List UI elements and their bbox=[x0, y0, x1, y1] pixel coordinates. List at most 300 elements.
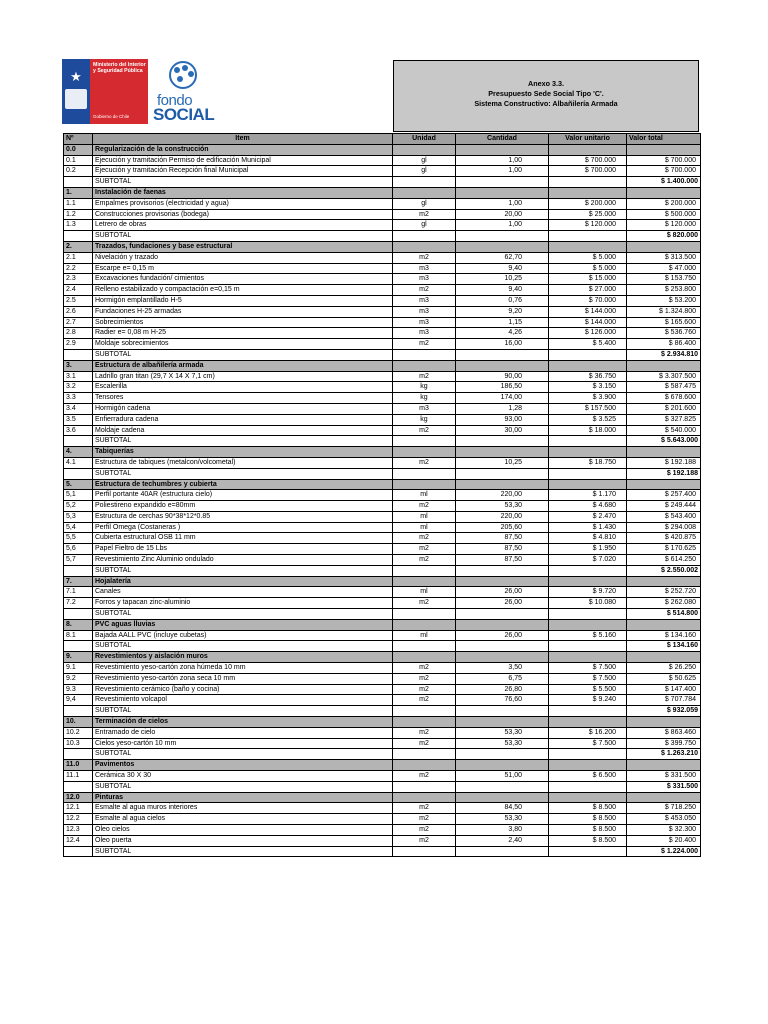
item-total-value: $ 32.300 bbox=[627, 825, 701, 836]
item-description: Estructura de cerchas 90*38*12*0.85 bbox=[93, 511, 393, 522]
item-description: Cielos yeso-cartón 10 mm bbox=[93, 738, 393, 749]
empty-cell bbox=[456, 177, 549, 188]
item-unit: m3 bbox=[393, 403, 456, 414]
table-row bbox=[64, 673, 701, 684]
item-total-value: $ 536.760 bbox=[627, 328, 701, 339]
empty-cell bbox=[549, 706, 627, 717]
item-unit: m2 bbox=[393, 695, 456, 706]
gov-logo-text: Ministerio del Interior y Seguridad Pública bbox=[93, 62, 146, 74]
item-description: Forros y tapacan zinc-aluminio bbox=[93, 598, 393, 609]
item-quantity: 220,00 bbox=[456, 511, 549, 522]
item-number: 9.2 bbox=[64, 673, 93, 684]
empty-cell bbox=[393, 436, 456, 447]
item-total-value: $ 26.250 bbox=[627, 663, 701, 674]
item-quantity: 93,00 bbox=[456, 414, 549, 425]
empty-cell bbox=[549, 619, 627, 630]
item-total-value: $ 3.307.500 bbox=[627, 371, 701, 382]
subtotal-value: $ 1.400.000 bbox=[627, 177, 701, 188]
item-unit-value: $ 1.430 bbox=[549, 522, 627, 533]
item-unit-value: $ 4.680 bbox=[549, 501, 627, 512]
section-title: Estructura de albañilería armada bbox=[93, 360, 393, 371]
subtotal-value: $ 134.160 bbox=[627, 641, 701, 652]
item-unit-value: $ 5.000 bbox=[549, 263, 627, 274]
item-quantity: 87,50 bbox=[456, 555, 549, 566]
item-total-value: $ 700.000 bbox=[627, 155, 701, 166]
table-row bbox=[64, 414, 701, 425]
subtotal-label: SUBTOTAL bbox=[93, 609, 393, 620]
item-unit-value: $ 2.470 bbox=[549, 511, 627, 522]
table-row bbox=[64, 155, 701, 166]
item-quantity: 1,00 bbox=[456, 220, 549, 231]
item-unit-value: $ 25.000 bbox=[549, 209, 627, 220]
subtotal-row bbox=[64, 609, 701, 620]
table-row bbox=[64, 533, 701, 544]
item-quantity: 53,30 bbox=[456, 727, 549, 738]
table-row bbox=[64, 339, 701, 350]
item-description: Estructura de tabiques (metalcon/volcometal) bbox=[93, 457, 393, 468]
item-total-value: $ 200.000 bbox=[627, 198, 701, 209]
empty-cell bbox=[393, 760, 456, 771]
item-description: Construcciones provisorias (bodega) bbox=[93, 209, 393, 220]
table-row bbox=[64, 166, 701, 177]
section-title: Terminación de cielos bbox=[93, 717, 393, 728]
section-number: 3. bbox=[64, 360, 93, 371]
item-description: Tensores bbox=[93, 393, 393, 404]
empty-cell bbox=[393, 781, 456, 792]
item-unit-value: $ 144.000 bbox=[549, 317, 627, 328]
empty-cell bbox=[64, 749, 93, 760]
empty-cell bbox=[456, 479, 549, 490]
empty-cell bbox=[456, 187, 549, 198]
item-unit: m2 bbox=[393, 339, 456, 350]
item-total-value: $ 294.008 bbox=[627, 522, 701, 533]
item-unit: m2 bbox=[393, 663, 456, 674]
item-quantity: 3,80 bbox=[456, 825, 549, 836]
item-number: 5,5 bbox=[64, 533, 93, 544]
empty-cell bbox=[393, 717, 456, 728]
section-row bbox=[64, 144, 701, 155]
col-header-unit: Unidad bbox=[393, 134, 456, 145]
empty-cell bbox=[456, 781, 549, 792]
empty-cell bbox=[393, 447, 456, 458]
item-number: 5,7 bbox=[64, 555, 93, 566]
section-number: 7. bbox=[64, 576, 93, 587]
empty-cell bbox=[393, 349, 456, 360]
item-unit: m2 bbox=[393, 252, 456, 263]
item-total-value: $ 500.000 bbox=[627, 209, 701, 220]
empty-cell bbox=[456, 846, 549, 857]
empty-cell bbox=[393, 706, 456, 717]
empty-cell bbox=[456, 792, 549, 803]
item-unit: gl bbox=[393, 155, 456, 166]
subtotal-row bbox=[64, 641, 701, 652]
empty-cell bbox=[627, 760, 701, 771]
item-quantity: 0,76 bbox=[456, 295, 549, 306]
item-description: Canales bbox=[93, 587, 393, 598]
item-description: Sobrecimientos bbox=[93, 317, 393, 328]
empty-cell bbox=[549, 349, 627, 360]
item-quantity: 30,00 bbox=[456, 425, 549, 436]
item-total-value: $ 86.400 bbox=[627, 339, 701, 350]
table-row bbox=[64, 738, 701, 749]
section-title: Pinturas bbox=[93, 792, 393, 803]
item-unit-value: $ 5.400 bbox=[549, 339, 627, 350]
item-number: 3.1 bbox=[64, 371, 93, 382]
table-row bbox=[64, 295, 701, 306]
item-unit-value: $ 27.000 bbox=[549, 285, 627, 296]
item-number: 3.5 bbox=[64, 414, 93, 425]
item-total-value: $ 147.400 bbox=[627, 684, 701, 695]
item-description: Escalerilla bbox=[93, 382, 393, 393]
item-number: 3.2 bbox=[64, 382, 93, 393]
empty-cell bbox=[393, 792, 456, 803]
item-quantity: 16,00 bbox=[456, 339, 549, 350]
item-description: Perfil portante 40AR (estructura cielo) bbox=[93, 490, 393, 501]
item-number: 5,1 bbox=[64, 490, 93, 501]
item-quantity: 26,00 bbox=[456, 587, 549, 598]
table-row bbox=[64, 814, 701, 825]
empty-cell bbox=[549, 760, 627, 771]
subtotal-row bbox=[64, 349, 701, 360]
item-description: Óleo puerta bbox=[93, 835, 393, 846]
item-description: Revestimiento Zinc Aluminio ondulado bbox=[93, 555, 393, 566]
empty-cell bbox=[393, 619, 456, 630]
table-row bbox=[64, 252, 701, 263]
section-row bbox=[64, 717, 701, 728]
item-description: Papel Fieltro de 15 Lbs bbox=[93, 544, 393, 555]
item-unit-value: $ 200.000 bbox=[549, 198, 627, 209]
table-row bbox=[64, 425, 701, 436]
item-unit: ml bbox=[393, 587, 456, 598]
item-unit: m2 bbox=[393, 544, 456, 555]
subtotal-label: SUBTOTAL bbox=[93, 749, 393, 760]
item-total-value: $ 1.324.800 bbox=[627, 306, 701, 317]
empty-cell bbox=[549, 447, 627, 458]
item-unit: gl bbox=[393, 198, 456, 209]
item-quantity: 9,40 bbox=[456, 263, 549, 274]
subtotal-value: $ 1.224.000 bbox=[627, 846, 701, 857]
item-quantity: 3,50 bbox=[456, 663, 549, 674]
item-total-value: $ 399.750 bbox=[627, 738, 701, 749]
table-row bbox=[64, 263, 701, 274]
empty-cell bbox=[627, 360, 701, 371]
item-unit-value: $ 36.750 bbox=[549, 371, 627, 382]
empty-cell bbox=[549, 641, 627, 652]
table-row bbox=[64, 220, 701, 231]
item-unit-value: $ 700.000 bbox=[549, 155, 627, 166]
item-description: Óleo cielos bbox=[93, 825, 393, 836]
item-description: Nivelación y trazado bbox=[93, 252, 393, 263]
item-number: 2.4 bbox=[64, 285, 93, 296]
subtotal-row bbox=[64, 231, 701, 242]
item-description: Bajada AALL PVC (incluye cubetas) bbox=[93, 630, 393, 641]
item-quantity: 10,25 bbox=[456, 274, 549, 285]
item-quantity: 26,00 bbox=[456, 598, 549, 609]
item-number: 5,4 bbox=[64, 522, 93, 533]
table-row bbox=[64, 684, 701, 695]
empty-cell bbox=[549, 241, 627, 252]
item-number: 9.3 bbox=[64, 684, 93, 695]
empty-cell bbox=[456, 468, 549, 479]
item-unit-value: $ 8.500 bbox=[549, 835, 627, 846]
item-total-value: $ 700.000 bbox=[627, 166, 701, 177]
empty-cell bbox=[549, 187, 627, 198]
section-number: 12.0 bbox=[64, 792, 93, 803]
item-unit-value: $ 144.000 bbox=[549, 306, 627, 317]
empty-cell bbox=[393, 576, 456, 587]
item-quantity: 4,26 bbox=[456, 328, 549, 339]
section-row bbox=[64, 652, 701, 663]
item-unit: m2 bbox=[393, 803, 456, 814]
table-row bbox=[64, 274, 701, 285]
item-unit-value: $ 10.080 bbox=[549, 598, 627, 609]
item-unit: m2 bbox=[393, 533, 456, 544]
item-total-value: $ 120.000 bbox=[627, 220, 701, 231]
item-quantity: 84,50 bbox=[456, 803, 549, 814]
item-unit-value: $ 4.810 bbox=[549, 533, 627, 544]
section-number: 2. bbox=[64, 241, 93, 252]
subtotal-row bbox=[64, 846, 701, 857]
empty-cell bbox=[627, 717, 701, 728]
item-unit-value: $ 16.200 bbox=[549, 727, 627, 738]
item-total-value: $ 327.825 bbox=[627, 414, 701, 425]
item-description: Radier e= 0,08 m H-25 bbox=[93, 328, 393, 339]
item-description: Hormigón emplantillado H-5 bbox=[93, 295, 393, 306]
section-row bbox=[64, 619, 701, 630]
subtotal-label: SUBTOTAL bbox=[93, 468, 393, 479]
item-number: 5,2 bbox=[64, 501, 93, 512]
item-quantity: 62,70 bbox=[456, 252, 549, 263]
empty-cell bbox=[549, 144, 627, 155]
item-number: 1.1 bbox=[64, 198, 93, 209]
section-number: 11.0 bbox=[64, 760, 93, 771]
empty-cell bbox=[549, 609, 627, 620]
item-unit: m3 bbox=[393, 306, 456, 317]
item-unit: kg bbox=[393, 393, 456, 404]
item-number: 4.1 bbox=[64, 457, 93, 468]
item-total-value: $ 201.600 bbox=[627, 403, 701, 414]
item-total-value: $ 540.000 bbox=[627, 425, 701, 436]
item-number: 12.4 bbox=[64, 835, 93, 846]
empty-cell bbox=[549, 652, 627, 663]
table-row bbox=[64, 695, 701, 706]
item-description: Cubierta estructural OSB 11 mm bbox=[93, 533, 393, 544]
empty-cell bbox=[456, 652, 549, 663]
section-number: 9. bbox=[64, 652, 93, 663]
empty-cell bbox=[627, 241, 701, 252]
item-unit-value: $ 7.500 bbox=[549, 663, 627, 674]
item-total-value: $ 678.600 bbox=[627, 393, 701, 404]
empty-cell bbox=[627, 187, 701, 198]
empty-cell bbox=[549, 749, 627, 760]
empty-cell bbox=[456, 447, 549, 458]
item-unit: m3 bbox=[393, 295, 456, 306]
item-number: 2.9 bbox=[64, 339, 93, 350]
empty-cell bbox=[64, 846, 93, 857]
item-number: 3.6 bbox=[64, 425, 93, 436]
empty-cell bbox=[549, 781, 627, 792]
item-unit: ml bbox=[393, 490, 456, 501]
item-number: 3.4 bbox=[64, 403, 93, 414]
item-unit-value: $ 7.500 bbox=[549, 673, 627, 684]
empty-cell bbox=[627, 479, 701, 490]
item-description: Revestimiento volcapol bbox=[93, 695, 393, 706]
gov-logo-subtext: Gobierno de Chile bbox=[93, 114, 130, 119]
section-row bbox=[64, 792, 701, 803]
item-unit: kg bbox=[393, 382, 456, 393]
item-description: Esmalte al agua cielos bbox=[93, 814, 393, 825]
item-total-value: $ 253.800 bbox=[627, 285, 701, 296]
item-unit-value: $ 18.000 bbox=[549, 425, 627, 436]
gobierno-logo bbox=[62, 59, 148, 124]
item-quantity: 1,00 bbox=[456, 198, 549, 209]
item-total-value: $ 257.400 bbox=[627, 490, 701, 501]
table-row bbox=[64, 209, 701, 220]
subtotal-label: SUBTOTAL bbox=[93, 781, 393, 792]
item-description: Revestimiento cerámico (baño y cocina) bbox=[93, 684, 393, 695]
item-description: Relleno estabilizado y compactación e=0,15 m bbox=[93, 285, 393, 296]
item-number: 8.1 bbox=[64, 630, 93, 641]
item-unit-value: $ 5.160 bbox=[549, 630, 627, 641]
empty-cell bbox=[627, 447, 701, 458]
item-quantity: 10,25 bbox=[456, 457, 549, 468]
item-total-value: $ 453.050 bbox=[627, 814, 701, 825]
table-row bbox=[64, 598, 701, 609]
item-unit: m3 bbox=[393, 274, 456, 285]
item-total-value: $ 543.400 bbox=[627, 511, 701, 522]
item-quantity: 87,50 bbox=[456, 544, 549, 555]
table-row bbox=[64, 306, 701, 317]
table-row bbox=[64, 490, 701, 501]
col-header-qty: Cantidad bbox=[456, 134, 549, 145]
item-unit: gl bbox=[393, 220, 456, 231]
subtotal-label: SUBTOTAL bbox=[93, 706, 393, 717]
section-number: 4. bbox=[64, 447, 93, 458]
item-unit: m2 bbox=[393, 684, 456, 695]
item-unit-value: $ 7.500 bbox=[549, 738, 627, 749]
item-unit-value: $ 8.500 bbox=[549, 825, 627, 836]
empty-cell bbox=[64, 349, 93, 360]
subtotal-value: $ 192.188 bbox=[627, 468, 701, 479]
empty-cell bbox=[64, 177, 93, 188]
empty-cell bbox=[456, 706, 549, 717]
item-unit: m2 bbox=[393, 738, 456, 749]
empty-cell bbox=[549, 468, 627, 479]
item-unit: m2 bbox=[393, 425, 456, 436]
item-quantity: 87,50 bbox=[456, 533, 549, 544]
item-number: 2.7 bbox=[64, 317, 93, 328]
empty-cell bbox=[549, 792, 627, 803]
empty-cell bbox=[393, 479, 456, 490]
empty-cell bbox=[549, 846, 627, 857]
subtotal-row bbox=[64, 177, 701, 188]
empty-cell bbox=[456, 717, 549, 728]
fondo-social-logo bbox=[153, 60, 215, 124]
table-row bbox=[64, 663, 701, 674]
table-row bbox=[64, 803, 701, 814]
item-number: 0.1 bbox=[64, 155, 93, 166]
subtotal-label: SUBTOTAL bbox=[93, 177, 393, 188]
col-header-total: Valor total bbox=[627, 134, 701, 145]
item-total-value: $ 249.444 bbox=[627, 501, 701, 512]
item-unit-value: $ 5.000 bbox=[549, 252, 627, 263]
item-description: Fundaciones H-25 armadas bbox=[93, 306, 393, 317]
item-quantity: 76,60 bbox=[456, 695, 549, 706]
item-number: 10.2 bbox=[64, 727, 93, 738]
item-total-value: $ 170.625 bbox=[627, 544, 701, 555]
empty-cell bbox=[393, 641, 456, 652]
empty-cell bbox=[393, 231, 456, 242]
item-unit-value: $ 3.900 bbox=[549, 393, 627, 404]
item-total-value: $ 707.784 bbox=[627, 695, 701, 706]
social-word: SOCIAL bbox=[153, 105, 215, 124]
item-description: Excavaciones fundación/ cimientos bbox=[93, 274, 393, 285]
empty-cell bbox=[393, 749, 456, 760]
item-total-value: $ 47.000 bbox=[627, 263, 701, 274]
item-unit-value: $ 7.020 bbox=[549, 555, 627, 566]
item-total-value: $ 134.160 bbox=[627, 630, 701, 641]
item-number: 2.5 bbox=[64, 295, 93, 306]
empty-cell bbox=[64, 641, 93, 652]
item-total-value: $ 614.250 bbox=[627, 555, 701, 566]
item-description: Escarpe e= 0,15 m bbox=[93, 263, 393, 274]
item-quantity: 26,00 bbox=[456, 630, 549, 641]
empty-cell bbox=[393, 360, 456, 371]
table-row bbox=[64, 317, 701, 328]
item-number: 7.1 bbox=[64, 587, 93, 598]
item-unit: m2 bbox=[393, 285, 456, 296]
table-row bbox=[64, 371, 701, 382]
item-unit: m3 bbox=[393, 317, 456, 328]
item-number: 12.1 bbox=[64, 803, 93, 814]
item-number: 2.6 bbox=[64, 306, 93, 317]
item-description: Ejecución y tramitación Permiso de edificación Municipal bbox=[93, 155, 393, 166]
item-quantity: 1,00 bbox=[456, 166, 549, 177]
item-number: 5,3 bbox=[64, 511, 93, 522]
people-icon bbox=[163, 60, 203, 90]
item-number: 2.8 bbox=[64, 328, 93, 339]
section-title: Pavimentos bbox=[93, 760, 393, 771]
section-row bbox=[64, 479, 701, 490]
item-number: 5,6 bbox=[64, 544, 93, 555]
item-quantity: 1,15 bbox=[456, 317, 549, 328]
item-description: Revestimiento yeso-cartón zona seca 10 mm bbox=[93, 673, 393, 684]
item-unit-value: $ 6.500 bbox=[549, 771, 627, 782]
item-unit: m3 bbox=[393, 263, 456, 274]
empty-cell bbox=[456, 144, 549, 155]
section-row bbox=[64, 760, 701, 771]
section-title: Trazados, fundaciones y base estructural bbox=[93, 241, 393, 252]
subtotal-row bbox=[64, 706, 701, 717]
item-description: Ladrillo gran titan (29,7 X 14 X 7,1 cm) bbox=[93, 371, 393, 382]
item-description: Cerámica 30 X 30 bbox=[93, 771, 393, 782]
item-unit-value: $ 3.150 bbox=[549, 382, 627, 393]
item-total-value: $ 165.600 bbox=[627, 317, 701, 328]
item-description: Letrero de obras bbox=[93, 220, 393, 231]
empty-cell bbox=[456, 241, 549, 252]
item-quantity: 20,00 bbox=[456, 209, 549, 220]
empty-cell bbox=[627, 652, 701, 663]
item-unit-value: $ 3.525 bbox=[549, 414, 627, 425]
item-unit: gl bbox=[393, 166, 456, 177]
item-unit: m2 bbox=[393, 501, 456, 512]
subtotal-row bbox=[64, 749, 701, 760]
item-quantity: 174,00 bbox=[456, 393, 549, 404]
empty-cell bbox=[64, 565, 93, 576]
item-unit: m2 bbox=[393, 727, 456, 738]
section-title: PVC aguas lluvias bbox=[93, 619, 393, 630]
table-row bbox=[64, 457, 701, 468]
